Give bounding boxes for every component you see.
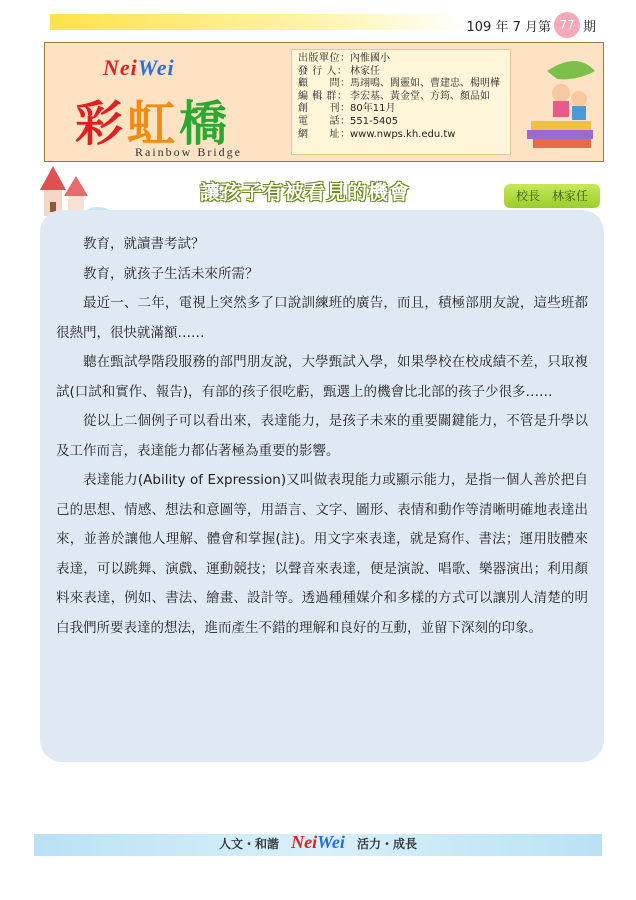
info-key: 創 刊： [298,103,351,115]
info-row [298,116,504,129]
footer-neiwei-logo [291,832,345,852]
article-paragraph: 教育，就孩子生活未來所需？ [83,265,259,282]
footer-logo-b: Wei [317,832,345,852]
info-value: 林家任 [350,65,380,77]
article-paragraph: 表達能力(Ability of Expression)又叫做表現能力或顯示能力，是指一個人善於把自己的思想、情感、想法和意圖等，用語言、文字、圖形、表情和動作等清晰明確地表達出來，並善於讓他人理解、體會和掌握(註)。用文字來表達，就是寫作、書法；運用肢體來表達，可以跳舞、演戲、運動競技；以聲音來表達，便是演說、唱歌、樂器演出；利用顏料來表達，例如、書法、繪畫、設計等。透過種種媒介和多樣的方式可以讓別人清楚的明白我們所要表達的想法，進而產生不錯的理解和良好的互動，並留下深刻的印象。 [56,472,588,636]
publication-info-box [291,49,511,155]
info-key: 發 行 人： [298,65,348,77]
article-headline: 讓孩子有被看見的機會 [200,180,410,204]
title-char-2: 虹 [127,96,180,152]
info-row [298,66,504,79]
info-value: 80年11月 [350,103,396,115]
article-body [40,210,604,762]
article-paragraph: 從以上二個例子可以看出來，表達能力，是孩子未來的重要關鍵能力，不管是升學以及工作而言，表達能力都佔著極為重要的影響。 [56,413,588,459]
article-paragraph: 最近一、二年，電視上突然多了口說訓練班的廣告，而且，積極部朋友說，這些班都很熱門，很快就滿額…… [56,295,588,341]
info-key: 編 輯 群： [298,90,348,102]
info-value: 551-5405 [350,115,399,127]
info-row [298,129,504,142]
author-badge: 校長 林家任 [504,184,600,208]
newsletter-title-english: Rainbow Bridge [135,145,242,159]
title-char-3: 橋 [179,96,232,152]
children-on-books-illustration [517,51,597,151]
info-row [298,103,504,116]
info-value: 李宏基、黃金堂、方筠、顏品如 [350,90,490,102]
info-value: 內惟國小 [350,53,390,64]
article-paragraph: 聽在甄試學階段服務的部門朋友說，大學甄試入學，如果學校在校成績不差，只取複試(口試和實作、報告)，有部的孩子很吃虧，甄選上的機會比北部的孩子少很多…… [56,354,588,400]
footer-slogan [0,832,636,853]
footer-left-text: 人文・和諧 [218,837,279,851]
info-key: 電 話： [298,115,351,127]
article-paragraph: 教育，就讀書考試？ [83,236,205,252]
info-value: 馬翊鳴、閻靈如、曹建忠、楊明樺 [350,78,500,90]
masthead [44,42,604,162]
newsletter-title [75,85,231,154]
info-key: 出版單位： [298,53,351,64]
info-value: www.nwps.kh.edu.tw [350,128,456,140]
logo-text-a: Nei [103,55,138,80]
issue-number-badge: 77 [554,12,580,38]
top-decor-bar [50,14,470,30]
footer-logo-a: Nei [291,832,318,852]
masthead-title-area [55,49,285,157]
info-key: 顧 問： [298,78,351,90]
logo-text-b: Wei [137,55,175,80]
neiwei-logo [103,55,175,81]
info-row [298,53,504,66]
issue-suffix: 期 [582,19,596,35]
info-row [298,91,504,104]
issue-prefix: 109 年 7 月第 [466,19,551,35]
info-row [298,78,504,91]
info-key: 網 址： [298,128,351,140]
headline-row [0,172,636,212]
footer-right-text: 活力・成長 [357,837,418,851]
title-char-1: 彩 [75,96,128,152]
issue-label [467,12,597,38]
